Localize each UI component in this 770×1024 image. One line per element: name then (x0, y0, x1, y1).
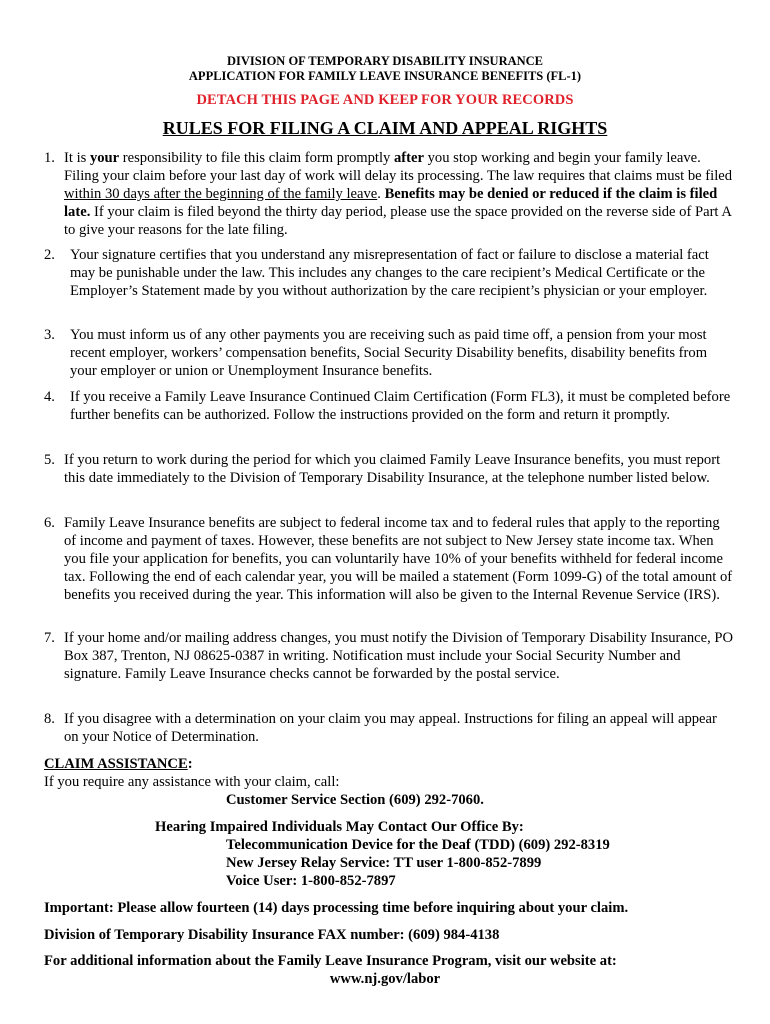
rule-number: 4. (44, 389, 55, 405)
rule-8 (44, 710, 734, 746)
rule-text-part: If your claim is filed beyond the thirty day period, please use the space provided on the reverse side of Part A to give your reasons for the late filing. (64, 204, 732, 238)
rule-number: 6. (44, 515, 55, 531)
rule-text: If you receive a Family Leave Insurance Continued Claim Certification (Form FL3), it must be completed before further benefits can be authorized. Follow the instructions provided on the form and return it promptly. (70, 389, 731, 423)
hearing-impaired-heading: Hearing Impaired Individuals May Contact Our Office By: (155, 819, 524, 835)
rule-2 (44, 246, 734, 300)
tdd-phone: Telecommunication Device for the Deaf (TDD) (609) 292-8319 (226, 837, 610, 853)
page-title: RULES FOR FILING A CLAIM AND APPEAL RIGHTS (162, 118, 608, 138)
rule-4 (44, 388, 734, 424)
relay-service-phone: New Jersey Relay Service: TT user 1-800-852-7899 (226, 855, 542, 871)
rule-text: Family Leave Insurance benefits are subject to federal income tax and to federal rules that apply to the reporting of income and payment of taxes. However, these benefits are not subject to New Jersey state income tax. When you file your application for benefits, you can voluntarily have 10% of your benefits withheld for federal income tax. Following the end of each calendar year, you will be mailed a statement (Form 1099-G) of the total amount of benefits you received during the year. This information will also be given to the Internal Revenue Service (IRS). (64, 515, 733, 603)
rule-number: 1. (44, 150, 55, 166)
rule-text-part: responsibility to file this claim form promptly (119, 150, 394, 166)
rule-text (64, 149, 734, 239)
form-title: APPLICATION FOR FAMILY LEAVE INSURANCE BENEFITS (FL-1) (188, 69, 582, 83)
rule-text: Your signature certifies that you understand any misrepresentation of fact or failure to disclose a material fact may be punishable under the law. This includes any changes to the care recipient’s Medical Certificate or the Employer’s Statement made by you without authorization by the care recipient’s physician or your employer. (70, 247, 709, 299)
fax-number: Division of Temporary Disability Insurance FAX number: (609) 984-4138 (44, 927, 500, 943)
rule-3 (44, 326, 734, 380)
rule-7 (44, 629, 734, 683)
voice-user-phone: Voice User: 1-800-852-7897 (226, 873, 396, 889)
rule-number: 3. (44, 327, 55, 343)
rule-number: 2. (44, 247, 55, 263)
claim-assistance-label: CLAIM ASSISTANCE (44, 756, 188, 772)
assistance-intro: If you require any assistance with your claim, call: (44, 774, 340, 790)
rule-emphasis: your (89, 150, 120, 166)
rule-number: 8. (44, 711, 55, 727)
rule-warning: Benefits may be denied or reduced if the claim is filed late. (64, 186, 718, 220)
rule-text: If you return to work during the period for which you claimed Family Leave Insurance benefits, you must report this date immediately to the Division of Temporary Disability Insurance, at the telephone number listed below. (64, 452, 721, 486)
rule-text-part: . (377, 186, 385, 202)
rule-6 (44, 514, 734, 604)
website-info: For additional information about the Family Leave Insurance Program, visit our website at: (44, 953, 617, 969)
rule-5 (44, 451, 734, 487)
important-notice: Important: Please allow fourteen (14) days processing time before inquiring about your claim. (44, 900, 629, 916)
detach-notice: DETACH THIS PAGE AND KEEP FOR YOUR RECORDS (196, 92, 574, 108)
rule-underlined-deadline: within 30 days after the beginning of the family leave (64, 186, 378, 202)
customer-service-phone: Customer Service Section (609) 292-7060. (226, 792, 484, 808)
website-url: www.nj.gov/labor (329, 971, 441, 987)
rule-text-part: It is (64, 150, 90, 166)
claim-assistance-heading (44, 755, 193, 773)
rule-number: 7. (44, 630, 55, 646)
rule-text: If your home and/or mailing address changes, you must notify the Division of Temporary Disability Insurance, PO Box 387, Trenton, NJ 08625-0387 in writing. Notification must include your Social Security Number and signature. Family Leave Insurance checks cannot be forwarded by the postal service. (64, 630, 734, 682)
rule-text-part: you stop working and begin your family leave. Filing your claim before your last day of work will delay its processing. The law requires that claims must be filed (64, 150, 733, 184)
rule-text: If you disagree with a determination on your claim you may appeal. Instructions for filing an appeal will appear on your Notice of Determination. (64, 711, 717, 745)
rule-number: 5. (44, 452, 55, 468)
division-heading: DIVISION OF TEMPORARY DISABILITY INSURANCE (226, 54, 544, 68)
rule-emphasis: after (393, 150, 424, 166)
claim-assistance-colon: : (187, 756, 193, 772)
rule-text: You must inform us of any other payments you are receiving such as paid time off, a pension from your most recent employer, workers’ compensation benefits, Social Security Disability benefits, disability benefits from your employer or union or Unemployment Insurance benefits. (70, 327, 708, 379)
rule-1 (44, 149, 734, 239)
